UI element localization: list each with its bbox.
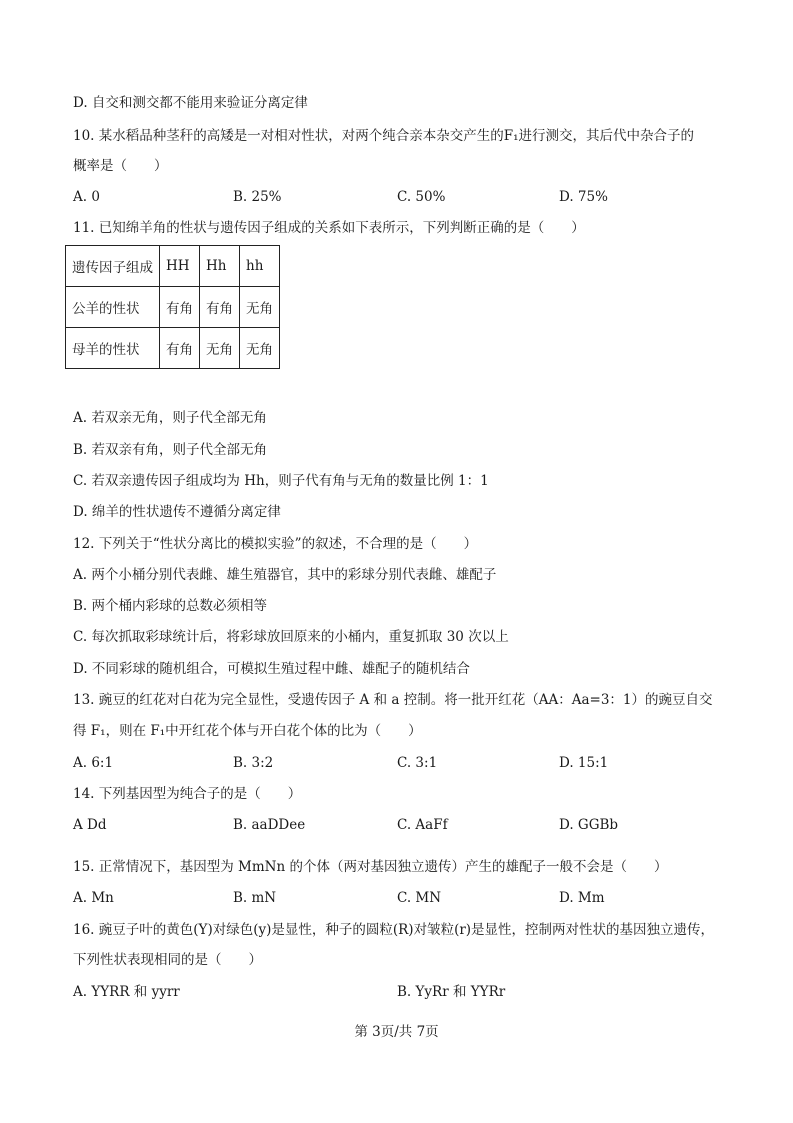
- table-cell: 母羊的性状: [66, 328, 160, 369]
- table-cell: 有角: [160, 328, 200, 369]
- table-cell: 公羊的性状: [66, 287, 160, 328]
- table-row: [66, 246, 280, 287]
- table-cell: 遗传因子组成: [66, 246, 160, 287]
- q11-option-d: D. 绵羊的性状遗传不遵循分离定律: [73, 504, 281, 520]
- q12-option-c: C. 每次抓取彩球统计后，将彩球放回原来的小桶内，重复抓取 30 次以上: [73, 629, 509, 645]
- q10-option-a: A. 0: [73, 189, 100, 205]
- q12-option-a: A. 两个小桶分别代表雌、雄生殖器官，其中的彩球分别代表雌、雄配子: [73, 567, 497, 583]
- q10-stem-line1: 10. 某水稻品种茎秆的高矮是一对相对性状，对两个纯合亲本杂交产生的F₁进行测交，其后代中杂合子的: [73, 128, 695, 144]
- q10-options: [73, 187, 753, 207]
- q14-option-b: B. aaDDee: [233, 817, 306, 833]
- q11-option-c: C. 若双亲遗传因子组成均为 Hh，则子代有角与无角的数量比例 1：1: [73, 473, 489, 489]
- q13-option-b: B. 3:2: [233, 755, 274, 771]
- table-cell: 无角: [240, 287, 280, 328]
- q13-option-d: D. 15:1: [559, 755, 609, 771]
- table-cell: 无角: [240, 328, 280, 369]
- q16-option-b: B. YyRr 和 YYRr: [397, 984, 506, 1000]
- table-cell: 有角: [160, 287, 200, 328]
- q13-option-c: C. 3:1: [397, 755, 438, 771]
- q15-option-c: C. MN: [397, 890, 442, 906]
- q16-option-a: A. YYRR 和 yyrr: [73, 984, 180, 1000]
- q15-option-b: B. mN: [233, 890, 277, 906]
- q11-option-a: A. 若双亲无角，则子代全部无角: [73, 410, 267, 426]
- q15-stem: 15. 正常情况下，基因型为 MmNn 的个体（两对基因独立遗传）产生的雄配子一般不会是（ ）: [73, 859, 668, 875]
- table-cell: hh: [240, 246, 280, 287]
- q13-options: [73, 753, 753, 773]
- q16-stem-line1: 16. 豌豆子叶的黄色(Y)对绿色(y)是显性，种子的圆粒(R)对皱粒(r)是显性，控制两对性状的基因独立遗传，: [73, 922, 715, 938]
- q13-stem-line1: 13. 豌豆的红花对白花为完全显性，受遗传因子 A 和 a 控制。将一批开红花（AA：Aa=3：1）的豌豆自交: [73, 692, 713, 708]
- q10-option-c: C. 50%: [397, 189, 446, 205]
- q13-option-a: A. 6:1: [73, 755, 114, 771]
- table-cell: 有角: [200, 287, 240, 328]
- q12-stem: 12. 下列关于“性状分离比的模拟实验”的叙述，不合理的是（ ）: [73, 536, 478, 552]
- q10-option-d: D. 75%: [559, 189, 608, 205]
- q10-stem-line2: 概率是（ ）: [73, 158, 168, 174]
- table-row: [66, 328, 280, 369]
- q14-option-c: C. AaFf: [397, 817, 448, 833]
- q13-stem-line2: 得 F₁，则在 F₁中开红花个体与开白花个体的比为（ ）: [73, 723, 422, 739]
- q16-options: [73, 982, 753, 1002]
- q12-option-b: B. 两个桶内彩球的总数必须相等: [73, 598, 268, 614]
- q12-option-d: D. 不同彩球的随机组合，可模拟生殖过程中雌、雄配子的随机结合: [73, 661, 470, 677]
- q11-stem: 11. 已知绵羊角的性状与遗传因子组成的关系如下表所示，下列判断正确的是（ ）: [73, 220, 585, 236]
- page-footer: 第 3页/共 7页: [354, 1024, 439, 1040]
- table-cell: Hh: [200, 246, 240, 287]
- table-cell: HH: [160, 246, 200, 287]
- q14-options: [73, 815, 753, 835]
- trait-table: [65, 245, 280, 369]
- table-cell: 无角: [200, 328, 240, 369]
- q16-stem-line2: 下列性状表现相同的是（ ）: [73, 952, 262, 968]
- q15-option-a: A. Mn: [73, 890, 114, 906]
- q14-option-d: D. GGBb: [559, 817, 619, 833]
- q15-option-d: D. Mm: [559, 890, 605, 906]
- q15-options: [73, 888, 753, 908]
- q14-option-a: A Dd: [73, 817, 107, 833]
- q14-stem: 14. 下列基因型为纯合子的是（ ）: [73, 786, 302, 802]
- q11-option-b: B. 若双亲有角，则子代全部无角: [73, 442, 268, 458]
- table-row: [66, 287, 280, 328]
- q9-option-d: D. 自交和测交都不能用来验证分离定律: [73, 95, 308, 111]
- q10-option-b: B. 25%: [233, 189, 282, 205]
